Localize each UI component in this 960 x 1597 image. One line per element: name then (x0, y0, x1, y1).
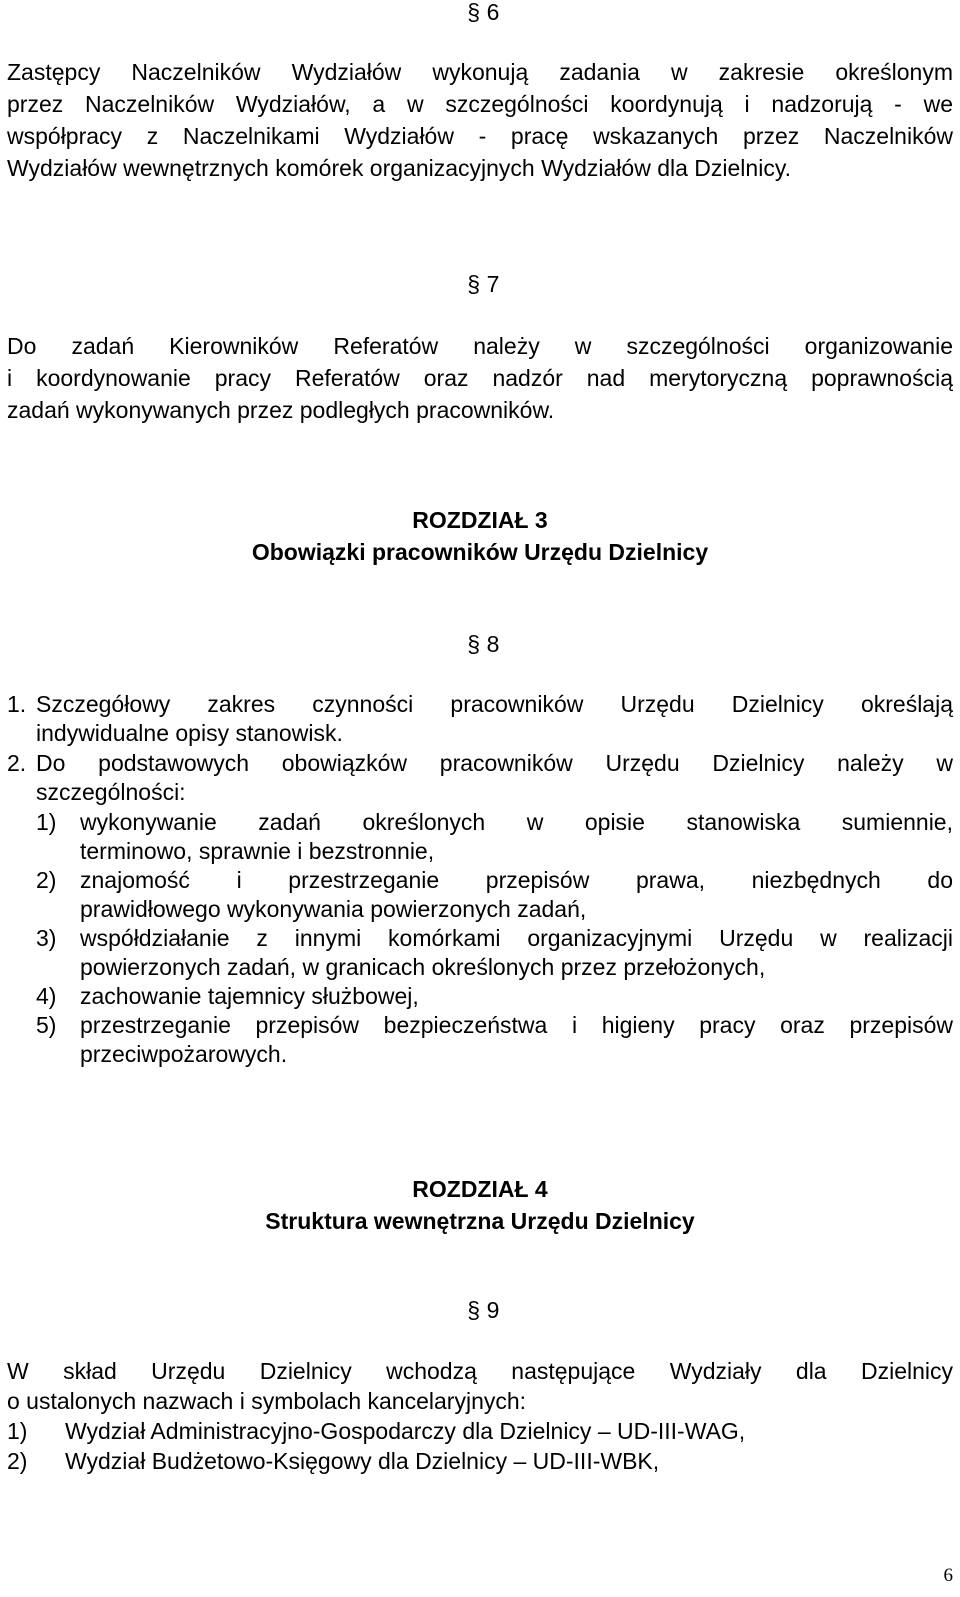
list-item: 5) przestrzeganie przepisów bezpieczeństwa i higieny pracy oraz przepisów przeciwpożarowych. (36, 1012, 953, 1067)
paragraph-6: Zastępcy Naczelników Wydziałów wykonują zadania w zakresie określonym przez Naczelników Wydziałów, a w szczególności koordynują i nadzorują - we współpracy z Naczelnikami Wydziałów - pracę wskazanych przez Naczelników Wydziałów wewnętrznych komórek organizacyjnych Wydziałów dla Dzielnicy. (7, 59, 953, 181)
section-8-heading: § 8 (467, 631, 500, 657)
list-item: 3) współdziałanie z innymi komórkami organizacyjnymi Urzędu w realizacji powierzonych zadań, w granicach określonych przez przełożonych, (36, 925, 953, 980)
list-item: 1) wykonywanie zadań określonych w opisie stanowiska sumiennie, terminowo, sprawnie i bezstronnie, (36, 809, 953, 864)
paragraph-8-2: 2. Do podstawowych obowiązków pracowników Urzędu Dzielnicy należy w szczególności: (7, 750, 953, 805)
paragraph-8-1: 1. Szczegółowy zakres czynności pracowników Urzędu Dzielnicy określają indywidualne opisy stanowisk. (7, 691, 953, 746)
list-item: 2) Wydział Budżetowo-Księgowy dla Dzielnicy – UD-III-WBK, (7, 1448, 660, 1474)
list-item: 4) zachowanie tajemnicy służbowej, (36, 983, 419, 1009)
departments-list (7, 1416, 953, 1476)
list-item: 1) Wydział Administracyjno-Gospodarczy dla Dzielnicy – UD-III-WAG, (7, 1418, 746, 1444)
paragraph-9: W skład Urzędu Dzielnicy wchodzą następujące Wydziały dla Dzielnicy o ustalonych nazwach i symbolach kancelaryjnych: (7, 1358, 953, 1414)
chapter-4-subtitle: Struktura wewnętrzna Urzędu Dzielnicy (265, 1208, 695, 1234)
paragraph-7: Do zadań Kierowników Referatów należy w szczególności organizowanie i koordynowanie pracy Referatów oraz nadzór nad merytoryczną poprawnością zadań wykonywanych przez podległych pracowników. (7, 333, 953, 423)
page-number: 6 (943, 1565, 953, 1586)
list-item: 2) znajomość i przestrzeganie przepisów prawa, niezbędnych do prawidłowego wykonywania powierzonych zadań, (36, 867, 953, 922)
section-6-heading: § 6 (467, 0, 500, 25)
chapter-3-title: ROZDZIAŁ 3 (412, 507, 548, 533)
chapter-4-title: ROZDZIAŁ 4 (412, 1176, 548, 1202)
duties-list (36, 808, 953, 1069)
section-9-heading: § 9 (467, 1297, 500, 1323)
section-7-heading: § 7 (467, 271, 500, 297)
chapter-3-subtitle: Obowiązki pracowników Urzędu Dzielnicy (251, 539, 709, 565)
